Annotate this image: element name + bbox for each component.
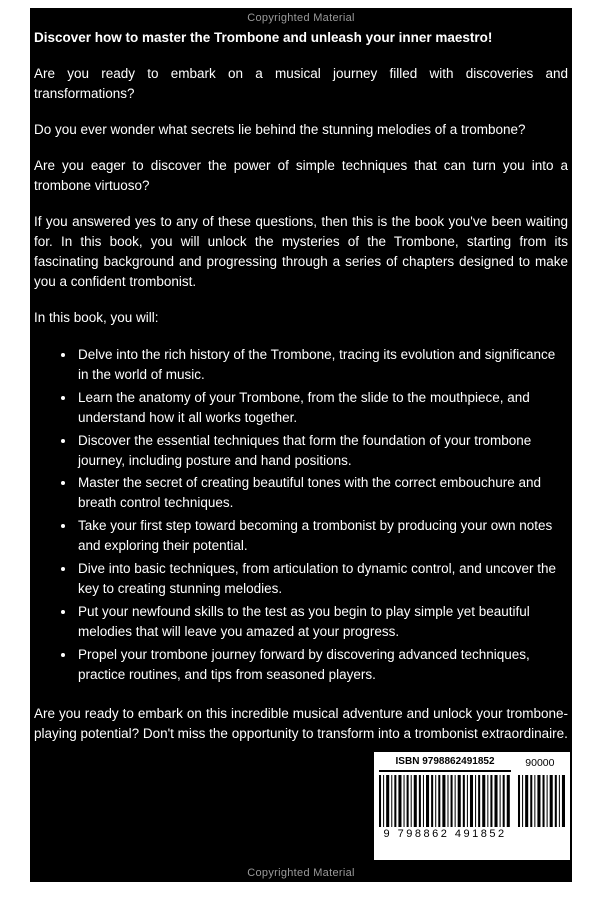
- isbn-row: [379, 756, 565, 772]
- copyright-notice-bottom: Copyrighted Material: [247, 867, 355, 879]
- barcode-digits: 9 798862 491852: [383, 828, 507, 840]
- bullet-item: • Delve into the rich history of the Trombone, tracing its evolution and significance in the world of music.: [76, 345, 568, 385]
- bullet-list: [34, 345, 568, 686]
- bullet-item: • Put your newfound skills to the test as you begin to play simple yet beautiful melodies that will leave you amazed at your progress.: [76, 602, 568, 642]
- bullet-item: • Discover the essential techniques that form the foundation of your trombone journey, including posture and hand positions.: [76, 431, 568, 471]
- bullet-item: • Learn the anatomy of your Trombone, from the slide to the mouthpiece, and understand how it all works together.: [76, 388, 568, 428]
- bullet-item: • Dive into basic techniques, from articulation to dynamic control, and uncover the key to creating stunning melodies.: [76, 559, 568, 599]
- paragraph: If you answered yes to any of these questions, then this is the book you've been waiting for. In this book, you will unlock the mysteries of the Trombone, starting from its fascinating background and progressing through a series of chapters designed to make you a confident trombonist.: [34, 213, 568, 289]
- paragraph: Are you eager to discover the power of simple techniques that can turn you into a trombone virtuoso?: [34, 157, 568, 193]
- barcode-box: [374, 752, 570, 860]
- copyright-notice-top: Copyrighted Material: [247, 12, 355, 24]
- barcode-bars-icon: [379, 775, 565, 827]
- closing-paragraph: Are you ready to embark on this incredible musical adventure and unlock your trombone-playing potential? Don't miss the opportunity to transform into a trombonist extraordinaire.: [34, 706, 568, 742]
- list-intro: In this book, you will:: [34, 309, 159, 325]
- paragraph: Are you ready to embark on a musical journey filled with discoveries and transformations?: [34, 65, 568, 101]
- bullet-item: • Master the secret of creating beautiful tones with the correct embouchure and breath control techniques.: [76, 473, 568, 513]
- bullet-item: • Take your first step toward becoming a trombonist by producing your own notes and exploring their potential.: [76, 516, 568, 556]
- bullet-item: • Propel your trombone journey forward by discovering advanced techniques, practice routines, and tips from seasoned players.: [76, 645, 568, 685]
- isbn-label: ISBN 9798862491852: [379, 756, 511, 772]
- cover-text-content: [34, 8, 568, 744]
- book-cover: [30, 8, 572, 882]
- barcode-price-code: 90000: [525, 757, 555, 769]
- paragraph: Do you ever wonder what secrets lie behind the stunning melodies of a trombone?: [34, 121, 526, 137]
- headline: Discover how to master the Trombone and unleash your inner maestro!: [34, 30, 493, 45]
